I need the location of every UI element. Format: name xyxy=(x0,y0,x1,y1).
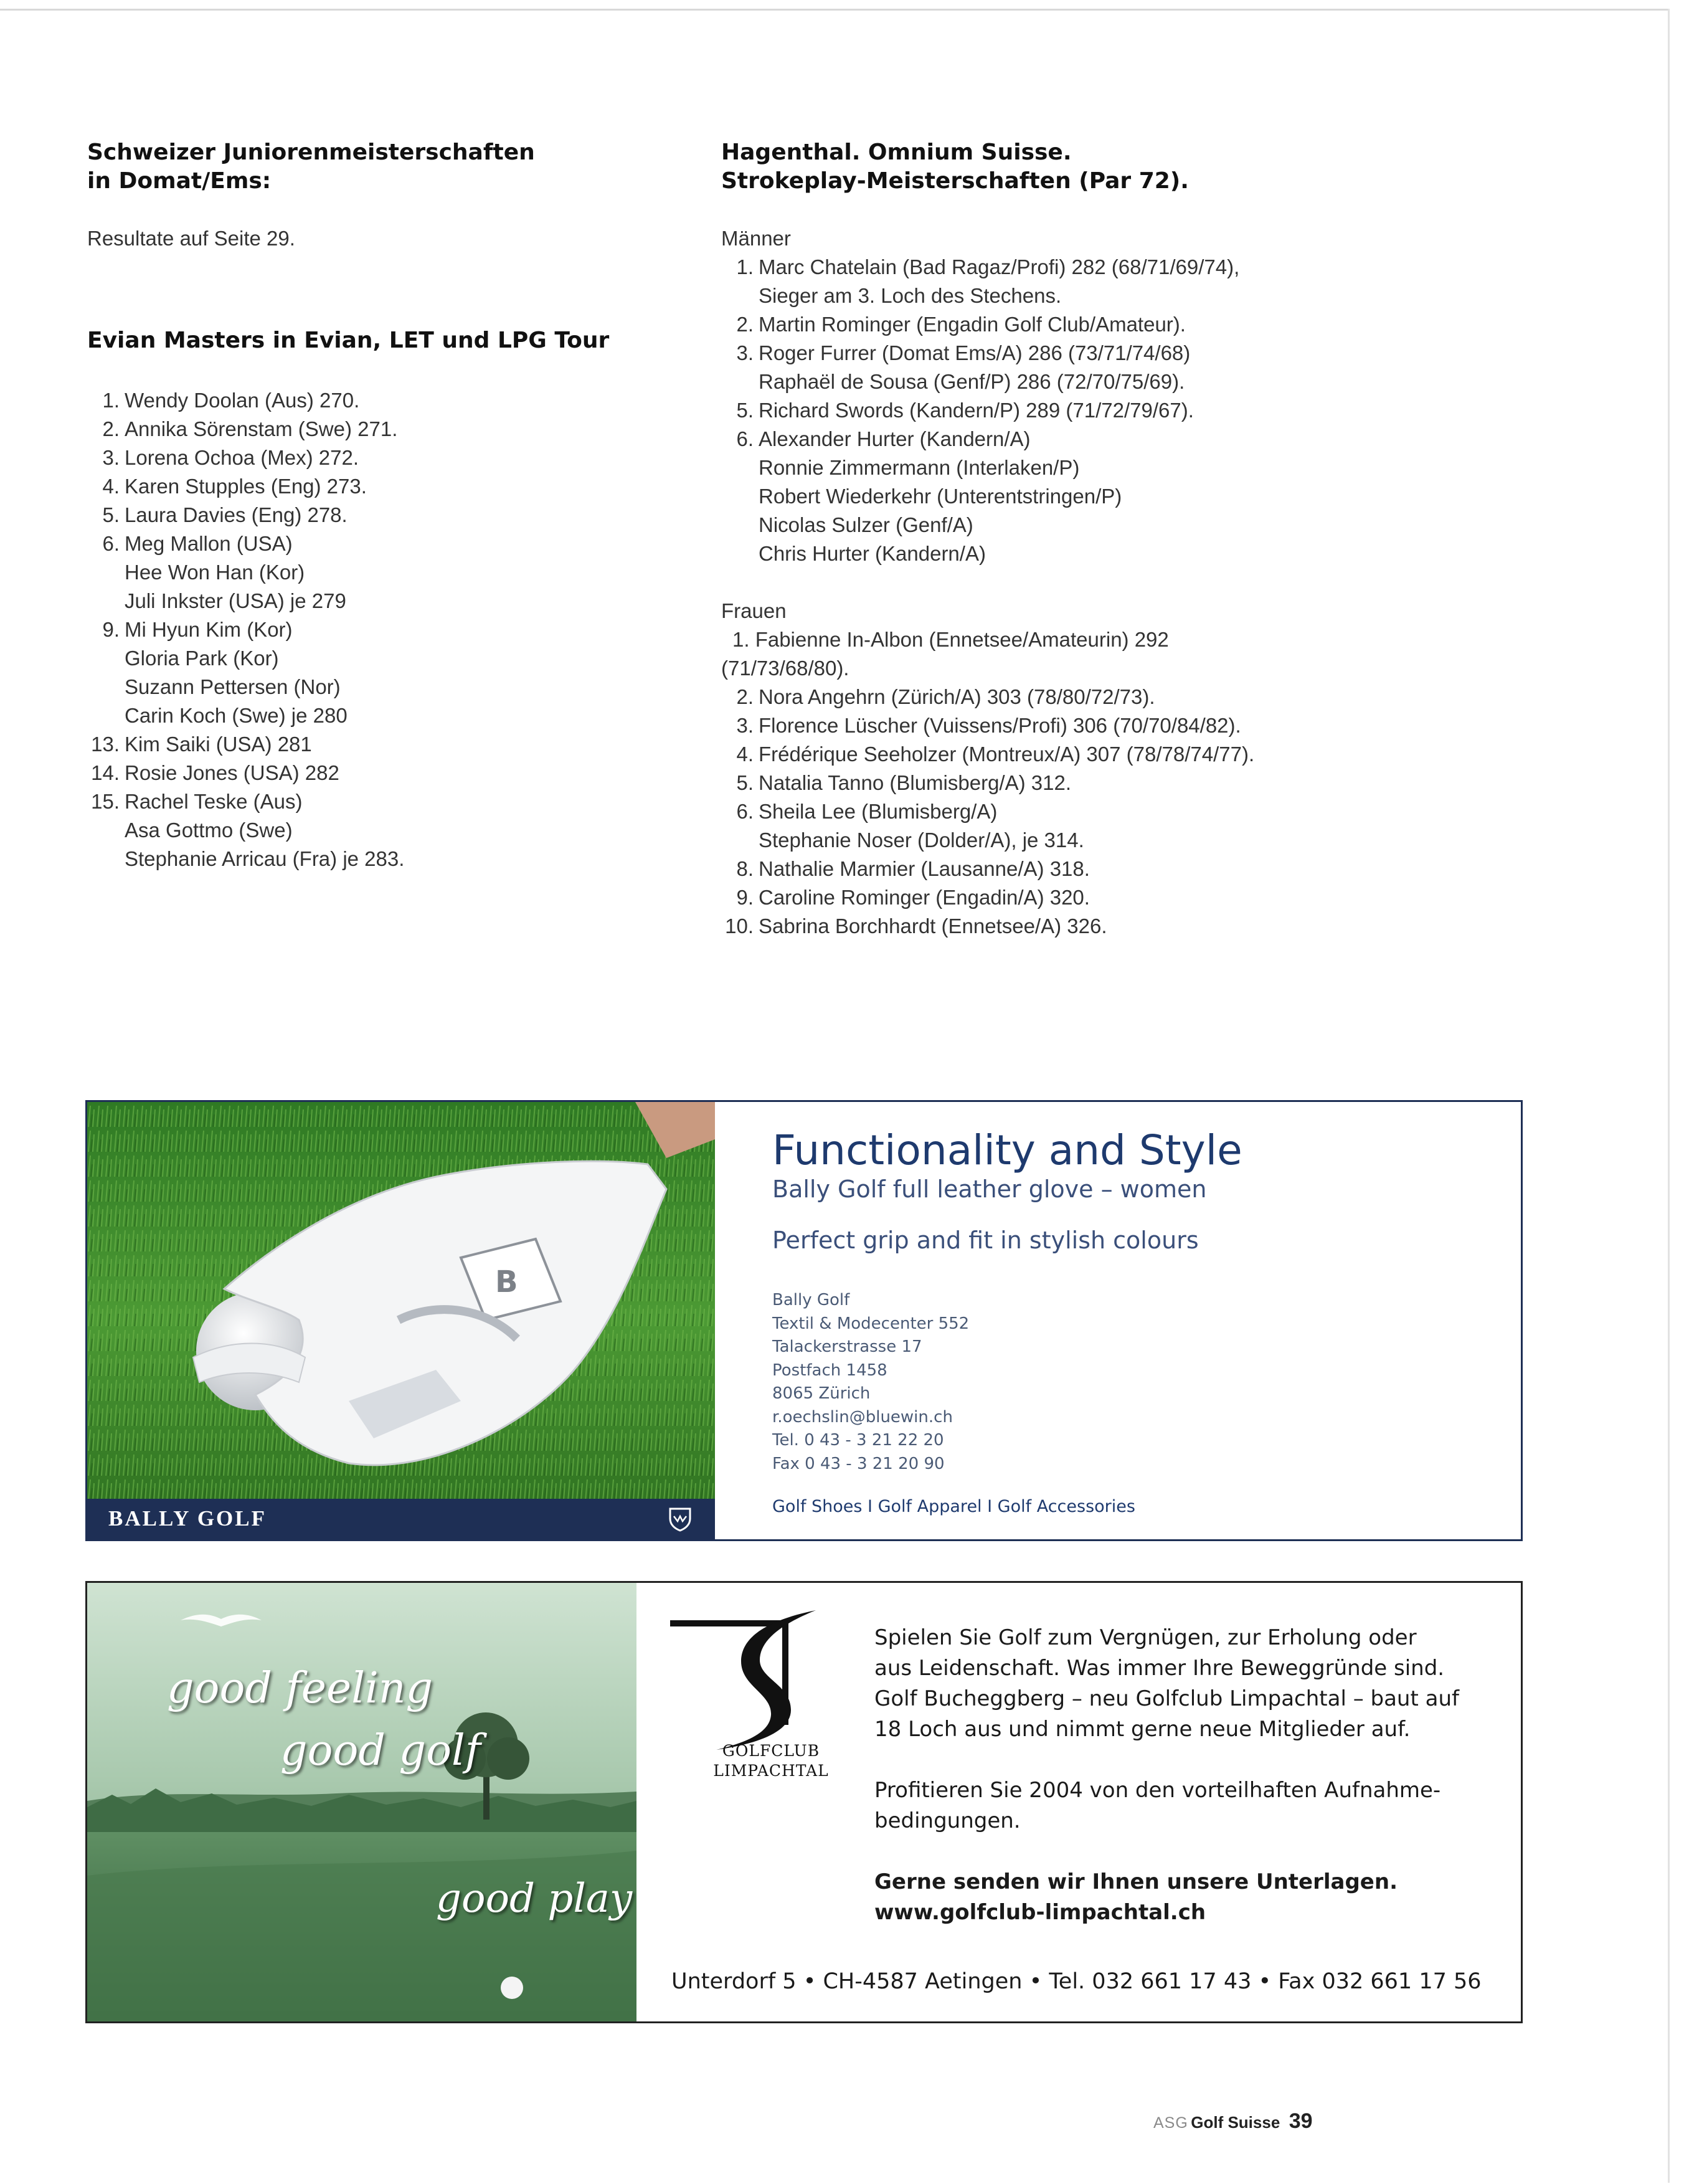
result-entry xyxy=(721,339,1344,368)
text-line: Spielen Sie Golf zum Vergnügen, zur Erholung oder xyxy=(874,1625,1417,1650)
logo-line: LIMPACHTAL xyxy=(713,1762,829,1780)
result-entry xyxy=(87,816,710,845)
heading-line: Schweizer Juniorenmeisterschaften xyxy=(87,140,535,165)
women-first-place-scores: (71/73/68/80). xyxy=(721,657,849,680)
men-label: Männer xyxy=(721,227,791,250)
player-result: Hee Won Han (Kor) xyxy=(125,561,305,584)
fax-number: Fax 0 43 - 3 21 20 90 xyxy=(772,1454,945,1473)
rank-number: 4. xyxy=(102,475,120,498)
result-entry xyxy=(721,511,1344,539)
player-result: Roger Furrer (Domat Ems/A) 286 (73/71/74/68) xyxy=(759,341,1191,364)
player-result: Nora Angehrn (Zürich/A) 303 (78/80/72/73). xyxy=(759,685,1155,708)
rank-number: 6. xyxy=(736,800,754,823)
membership-paragraph xyxy=(874,1775,1497,1836)
rank-number: 5. xyxy=(736,771,754,794)
result-entry xyxy=(721,912,1344,941)
green-landscape-image xyxy=(87,1583,636,2021)
result-entry xyxy=(721,539,1344,568)
player-result: Sheila Lee (Blumisberg/A) xyxy=(759,800,998,823)
address-line: Postfach 1458 xyxy=(772,1360,887,1380)
rank-number: 3. xyxy=(102,446,120,469)
result-entry xyxy=(721,740,1344,769)
result-entry xyxy=(721,425,1344,453)
text-line: 18 Loch aus und nimmt gerne neue Mitglieder auf. xyxy=(874,1717,1411,1742)
rank-number: 1. xyxy=(736,255,754,278)
player-result: Raphaël de Sousa (Genf/P) 286 (72/70/75/69). xyxy=(759,370,1185,393)
women-results-list xyxy=(721,683,1344,941)
result-entry xyxy=(87,587,710,615)
bally-address-block xyxy=(772,1289,969,1476)
script-good-golf: good golf xyxy=(280,1726,481,1775)
player-result: Juli Inkster (USA) je 279 xyxy=(125,589,346,612)
result-entry xyxy=(721,453,1344,482)
player-result: Natalia Tanno (Blumisberg/A) 312. xyxy=(759,771,1071,794)
result-entry xyxy=(87,415,710,444)
result-entry xyxy=(87,759,710,787)
rank-number: 6. xyxy=(102,532,120,555)
player-result: Annika Sörenstam (Swe) 271. xyxy=(125,417,398,440)
heading-line: in Domat/Ems: xyxy=(87,168,272,194)
player-result: Stephanie Arricau (Fra) je 283. xyxy=(125,847,405,870)
result-entry xyxy=(87,701,710,730)
top-rule xyxy=(0,9,1669,11)
right-column xyxy=(721,138,1344,941)
result-entry xyxy=(87,730,710,759)
text-line: Gerne senden wir Ihnen unsere Unterlagen. xyxy=(874,1869,1398,1894)
rank-number: 4. xyxy=(736,743,754,766)
left-column xyxy=(87,138,710,873)
result-entry xyxy=(87,386,710,415)
glove-on-grass-image xyxy=(87,1102,715,1539)
rank-number: 2. xyxy=(736,685,754,708)
player-result: Gloria Park (Kor) xyxy=(125,647,279,670)
player-result: Richard Swords (Kandern/P) 289 (71/72/79/67). xyxy=(759,399,1194,422)
result-entry xyxy=(87,501,710,529)
svg-text:B: B xyxy=(495,1265,518,1299)
results-reference-note: Resultate auf Seite 29. xyxy=(87,227,295,250)
rank-number: 15. xyxy=(91,790,120,813)
rank-number: 5. xyxy=(102,503,120,526)
player-result: Nathalie Marmier (Lausanne/A) 318. xyxy=(759,857,1090,880)
result-entry xyxy=(721,769,1344,797)
player-result: Robert Wiederkehr (Unterentstringen/P) xyxy=(759,485,1122,508)
result-entry xyxy=(721,282,1344,310)
text-line: bedingungen. xyxy=(874,1808,1021,1833)
player-result: Lorena Ochoa (Mex) 272. xyxy=(125,446,359,469)
player-result: Marc Chatelain (Bad Ragaz/Profi) 282 (68/71/69/74), xyxy=(759,255,1240,278)
golfclub-limpachtal-advertisement xyxy=(85,1581,1523,2023)
address-line: 8065 Zürich xyxy=(772,1384,871,1403)
ad-title: Functionality and Style xyxy=(772,1126,1242,1174)
invitation-paragraph xyxy=(874,1623,1497,1745)
result-entry xyxy=(87,644,710,673)
rank-number: 2. xyxy=(736,313,754,336)
rank-number: 1. xyxy=(102,389,120,412)
result-entry xyxy=(721,883,1344,912)
result-entry xyxy=(87,444,710,472)
result-entry xyxy=(721,797,1344,826)
rank-number: 8. xyxy=(736,857,754,880)
script-good-feeling: good feeling xyxy=(167,1664,433,1713)
text-line: aus Leidenschaft. Was immer Ihre Beweggründe sind. xyxy=(874,1656,1445,1681)
player-result: Mi Hyun Kim (Kor) xyxy=(125,618,293,641)
logo-line: GOLFCLUB xyxy=(722,1742,820,1760)
rank-number: 6. xyxy=(736,427,754,450)
rank-number: 10. xyxy=(725,914,754,938)
men-results-list xyxy=(721,253,1344,568)
player-result: Florence Lüscher (Vuissens/Profi) 306 (70/70/84/82). xyxy=(759,714,1241,737)
page-footer xyxy=(1153,2109,1313,2134)
player-result: Karen Stupples (Eng) 273. xyxy=(125,475,367,498)
limpachtal-ad-copy xyxy=(874,1623,1497,1958)
golf-ball-icon xyxy=(501,1977,523,1999)
ad-tagline: Perfect grip and fit in stylish colours xyxy=(772,1227,1199,1254)
player-result: Martin Rominger (Engadin Golf Club/Amateur). xyxy=(759,313,1186,336)
bally-golf-brand-label: BALLY GOLF xyxy=(108,1506,267,1531)
contact-paragraph xyxy=(874,1867,1497,1928)
bally-golf-advertisement xyxy=(85,1100,1523,1541)
rank-number: 2. xyxy=(102,417,120,440)
player-result: Carin Koch (Swe) je 280 xyxy=(125,704,348,727)
result-entry xyxy=(721,482,1344,511)
result-entry xyxy=(721,855,1344,883)
result-entry xyxy=(721,253,1344,282)
result-entry xyxy=(87,787,710,816)
email-address[interactable]: r.oechslin@bluewin.ch xyxy=(772,1407,953,1427)
script-good-play: good play xyxy=(436,1876,633,1922)
result-entry xyxy=(87,845,710,873)
player-result: Caroline Rominger (Engadin/A) 320. xyxy=(759,886,1090,909)
player-result: Kim Saiki (USA) 281 xyxy=(125,733,312,756)
junior-championship-heading xyxy=(87,138,710,196)
text-line: Profitieren Sie 2004 von den vorteilhaften Aufnahme- xyxy=(874,1778,1441,1803)
address-line: Textil & Modecenter 552 xyxy=(772,1314,970,1333)
product-categories: Golf Shoes I Golf Apparel I Golf Accessories xyxy=(772,1497,1135,1516)
player-result: Sabrina Borchhardt (Ennetsee/A) 326. xyxy=(759,914,1107,938)
result-entry xyxy=(721,368,1344,396)
address-line: Bally Golf xyxy=(772,1291,850,1309)
result-entry xyxy=(721,396,1344,425)
player-result: Meg Mallon (USA) xyxy=(125,532,293,555)
result-entry xyxy=(87,558,710,587)
player-result: Alexander Hurter (Kandern/A) xyxy=(759,427,1031,450)
women-label: Frauen xyxy=(721,599,787,622)
result-entry xyxy=(87,673,710,701)
address-line: Talackerstrasse 17 xyxy=(772,1337,922,1356)
player-result: Stephanie Noser (Dolder/A), je 314. xyxy=(759,828,1084,852)
player-result: Suzann Pettersen (Nor) xyxy=(125,675,341,698)
rank-number: 13. xyxy=(91,733,120,756)
women-first-place: 1. Fabienne In-Albon (Ennetsee/Amateurin) 292 xyxy=(732,628,1169,651)
player-result: Asa Gottmo (Swe) xyxy=(125,819,293,842)
rank-number: 9. xyxy=(102,618,120,641)
rank-number: 3. xyxy=(736,714,754,737)
player-result: Laura Davies (Eng) 278. xyxy=(125,503,348,526)
evian-masters-heading: Evian Masters in Evian, LET und LPG Tour xyxy=(87,328,610,353)
rank-number: 14. xyxy=(91,761,120,784)
player-result: Chris Hurter (Kandern/A) xyxy=(759,542,986,565)
asg-label: ASG xyxy=(1153,2114,1188,2132)
page-number: 39 xyxy=(1289,2109,1313,2133)
heading-line: Hagenthal. Omnium Suisse. xyxy=(721,140,1072,165)
glove-photo xyxy=(87,1102,715,1539)
ad-subtitle: Bally Golf full leather glove – women xyxy=(772,1175,1207,1203)
player-result: Rachel Teske (Aus) xyxy=(125,790,303,813)
club-address-line: Unterdorf 5 • CH-4587 Aetingen • Tel. 032 661 17 43 • Fax 032 661 17 56 xyxy=(671,1969,1482,1994)
magazine-name: Golf Suisse xyxy=(1191,2113,1280,2132)
rank-number: 3. xyxy=(736,341,754,364)
golf-landscape-photo xyxy=(87,1583,636,2021)
bally-brand-bar xyxy=(87,1499,715,1539)
right-edge-rule xyxy=(1668,9,1670,2183)
result-entry xyxy=(721,826,1344,855)
player-result: Ronnie Zimmermann (Interlaken/P) xyxy=(759,456,1080,479)
omnium-suisse-heading xyxy=(721,138,1344,196)
heading-line: Strokeplay-Meisterschaften (Par 72). xyxy=(721,168,1189,194)
evian-results-list xyxy=(87,386,710,873)
player-result: Wendy Doolan (Aus) 270. xyxy=(125,389,360,412)
result-entry xyxy=(721,310,1344,339)
website-link[interactable]: www.golfclub-limpachtal.ch xyxy=(874,1900,1206,1925)
rank-number: 9. xyxy=(736,886,754,909)
player-result: Sieger am 3. Loch des Stechens. xyxy=(759,284,1062,307)
player-result: Frédérique Seeholzer (Montreux/A) 307 (78/78/74/77). xyxy=(759,743,1255,766)
result-entry xyxy=(87,472,710,501)
text-line: Golf Bucheggberg – neu Golfclub Limpachtal – baut auf xyxy=(874,1686,1459,1711)
player-result: Rosie Jones (USA) 282 xyxy=(125,761,339,784)
crest-icon xyxy=(666,1505,694,1532)
player-result: Nicolas Sulzer (Genf/A) xyxy=(759,513,973,536)
result-entry xyxy=(721,711,1344,740)
result-entry xyxy=(721,683,1344,711)
result-entry xyxy=(87,529,710,558)
phone-number: Tel. 0 43 - 3 21 22 20 xyxy=(772,1431,944,1450)
logo-wordmark xyxy=(699,1741,843,1781)
rank-number: 5. xyxy=(736,399,754,422)
result-entry xyxy=(87,615,710,644)
